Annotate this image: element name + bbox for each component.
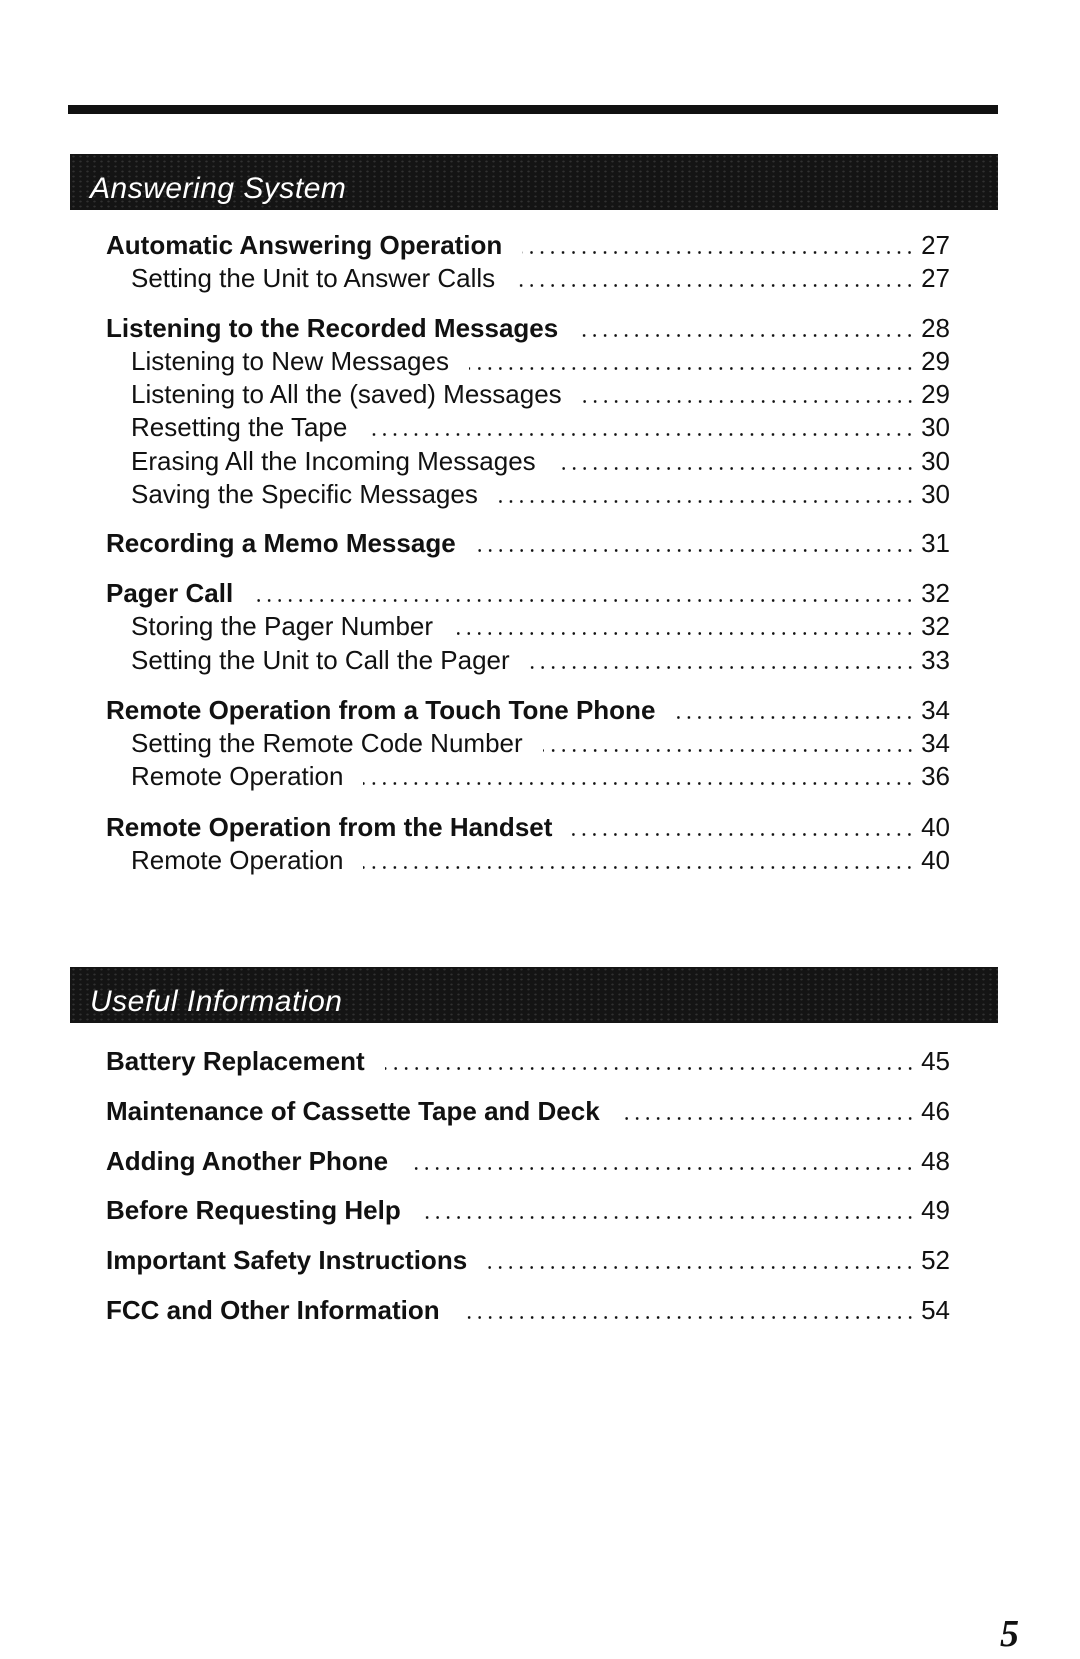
toc-entry-page: 30 <box>921 446 950 476</box>
toc-entry[interactable] <box>131 412 950 442</box>
dot-leader <box>385 1067 915 1070</box>
toc-entry[interactable] <box>131 379 950 409</box>
dot-leader <box>530 666 915 669</box>
dot-leader <box>572 833 915 836</box>
toc-entry-title: FCC and Other Information <box>106 1295 440 1325</box>
toc-entry[interactable] <box>131 845 950 875</box>
toc-entry[interactable] <box>131 728 950 758</box>
toc-entry-page: 29 <box>921 346 950 376</box>
toc-entry-title: Remote Operation from a Touch Tone Phone <box>106 695 656 725</box>
toc-entry-page: 34 <box>921 728 950 758</box>
dot-leader <box>421 1216 915 1219</box>
dot-leader <box>453 632 915 635</box>
toc-entry-page: 34 <box>921 695 950 725</box>
toc-entry-title: Automatic Answering Operation <box>106 230 503 260</box>
toc-entry-title: Maintenance of Cassette Tape and Deck <box>106 1096 600 1126</box>
toc-entry[interactable] <box>106 528 950 558</box>
toc-entry-page: 40 <box>921 845 950 875</box>
dot-leader <box>363 866 915 869</box>
toc-entry[interactable] <box>131 611 950 641</box>
toc-entry[interactable] <box>106 1245 950 1275</box>
dot-leader <box>367 433 915 436</box>
toc-entry[interactable] <box>106 1146 950 1176</box>
toc-entry[interactable] <box>131 761 950 791</box>
dot-leader <box>522 251 915 254</box>
dot-leader <box>487 1266 915 1269</box>
toc-entry[interactable] <box>131 346 950 376</box>
toc-entry-title: Remote Operation <box>131 761 344 791</box>
toc-entry[interactable] <box>106 812 950 842</box>
toc-entry-title: Important Safety Instructions <box>106 1245 468 1275</box>
toc-entry[interactable] <box>106 1096 950 1126</box>
dot-leader <box>408 1167 915 1170</box>
toc-entry-title: Listening to New Messages <box>131 346 449 376</box>
toc-entry[interactable] <box>131 479 950 509</box>
toc-entry-page: 30 <box>921 479 950 509</box>
toc-entry-title: Storing the Pager Number <box>131 611 434 641</box>
toc-entry-title: Battery Replacement <box>106 1046 365 1076</box>
toc-entry-title: Adding Another Phone <box>106 1146 389 1176</box>
toc-entry[interactable] <box>106 695 950 725</box>
toc-entry-title: Setting the Unit to Answer Calls <box>131 263 496 293</box>
toc-entry-page: 52 <box>921 1245 950 1275</box>
section-title: Answering System <box>90 172 347 205</box>
toc-entry-page: 48 <box>921 1146 950 1176</box>
toc-entry-page: 30 <box>921 412 950 442</box>
toc-entry-page: 29 <box>921 379 950 409</box>
toc-entry[interactable] <box>106 1046 950 1076</box>
toc-entry-page: 49 <box>921 1195 950 1225</box>
toc-entry-page: 31 <box>921 528 950 558</box>
toc-entry-page: 45 <box>921 1046 950 1076</box>
toc-entry-title: Before Requesting Help <box>106 1195 401 1225</box>
toc-entry-title: Setting the Remote Code Number <box>131 728 523 758</box>
toc-entry[interactable] <box>106 1195 950 1225</box>
toc-entry-page: 33 <box>921 645 950 675</box>
toc-entry-page: 46 <box>921 1096 950 1126</box>
toc-entry[interactable] <box>106 1295 950 1325</box>
toc-entry-title: Remote Operation <box>131 845 344 875</box>
dot-leader <box>253 599 915 602</box>
top-rule <box>68 105 998 114</box>
toc-entry[interactable] <box>131 645 950 675</box>
toc-entry-page: 36 <box>921 761 950 791</box>
toc-entry-title: Resetting the Tape <box>131 412 348 442</box>
dot-leader <box>498 500 915 503</box>
dot-leader <box>363 782 915 785</box>
toc-entry-title: Saving the Specific Messages <box>131 479 478 509</box>
dot-leader <box>469 367 915 370</box>
toc-entry[interactable] <box>106 578 950 608</box>
dot-leader <box>476 549 915 552</box>
toc-entry-title: Erasing All the Incoming Messages <box>131 446 536 476</box>
dot-leader <box>620 1117 915 1120</box>
section-banner-answering-system <box>70 154 998 210</box>
toc-entry-page: 27 <box>921 230 950 260</box>
section-banner-useful-information <box>70 967 998 1023</box>
page-number: 5 <box>1000 1613 1019 1655</box>
toc-entry-page: 32 <box>921 578 950 608</box>
toc-entry-title: Recording a Memo Message <box>106 528 456 558</box>
toc-entry[interactable] <box>106 230 950 260</box>
toc-entry-page: 40 <box>921 812 950 842</box>
toc-entry-page: 28 <box>921 313 950 343</box>
toc-entry[interactable] <box>131 446 950 476</box>
section-title: Useful Information <box>90 985 343 1018</box>
toc-entry-title: Setting the Unit to Call the Pager <box>131 645 510 675</box>
toc-entry[interactable] <box>106 313 950 343</box>
toc-entry-page: 32 <box>921 611 950 641</box>
dot-leader <box>556 467 915 470</box>
toc-entry-page: 54 <box>921 1295 950 1325</box>
toc-entry-page: 27 <box>921 263 950 293</box>
toc-entry-title: Listening to All the (saved) Messages <box>131 379 562 409</box>
dot-leader <box>582 400 915 403</box>
dot-leader <box>675 716 915 719</box>
dot-leader <box>543 749 915 752</box>
toc-entry[interactable] <box>131 263 950 293</box>
dot-leader <box>515 284 915 287</box>
toc-entry-title: Remote Operation from the Handset <box>106 812 553 842</box>
dot-leader <box>578 334 915 337</box>
dot-leader <box>460 1316 915 1319</box>
toc-entry-title: Pager Call <box>106 578 234 608</box>
toc-entry-title: Listening to the Recorded Messages <box>106 313 559 343</box>
